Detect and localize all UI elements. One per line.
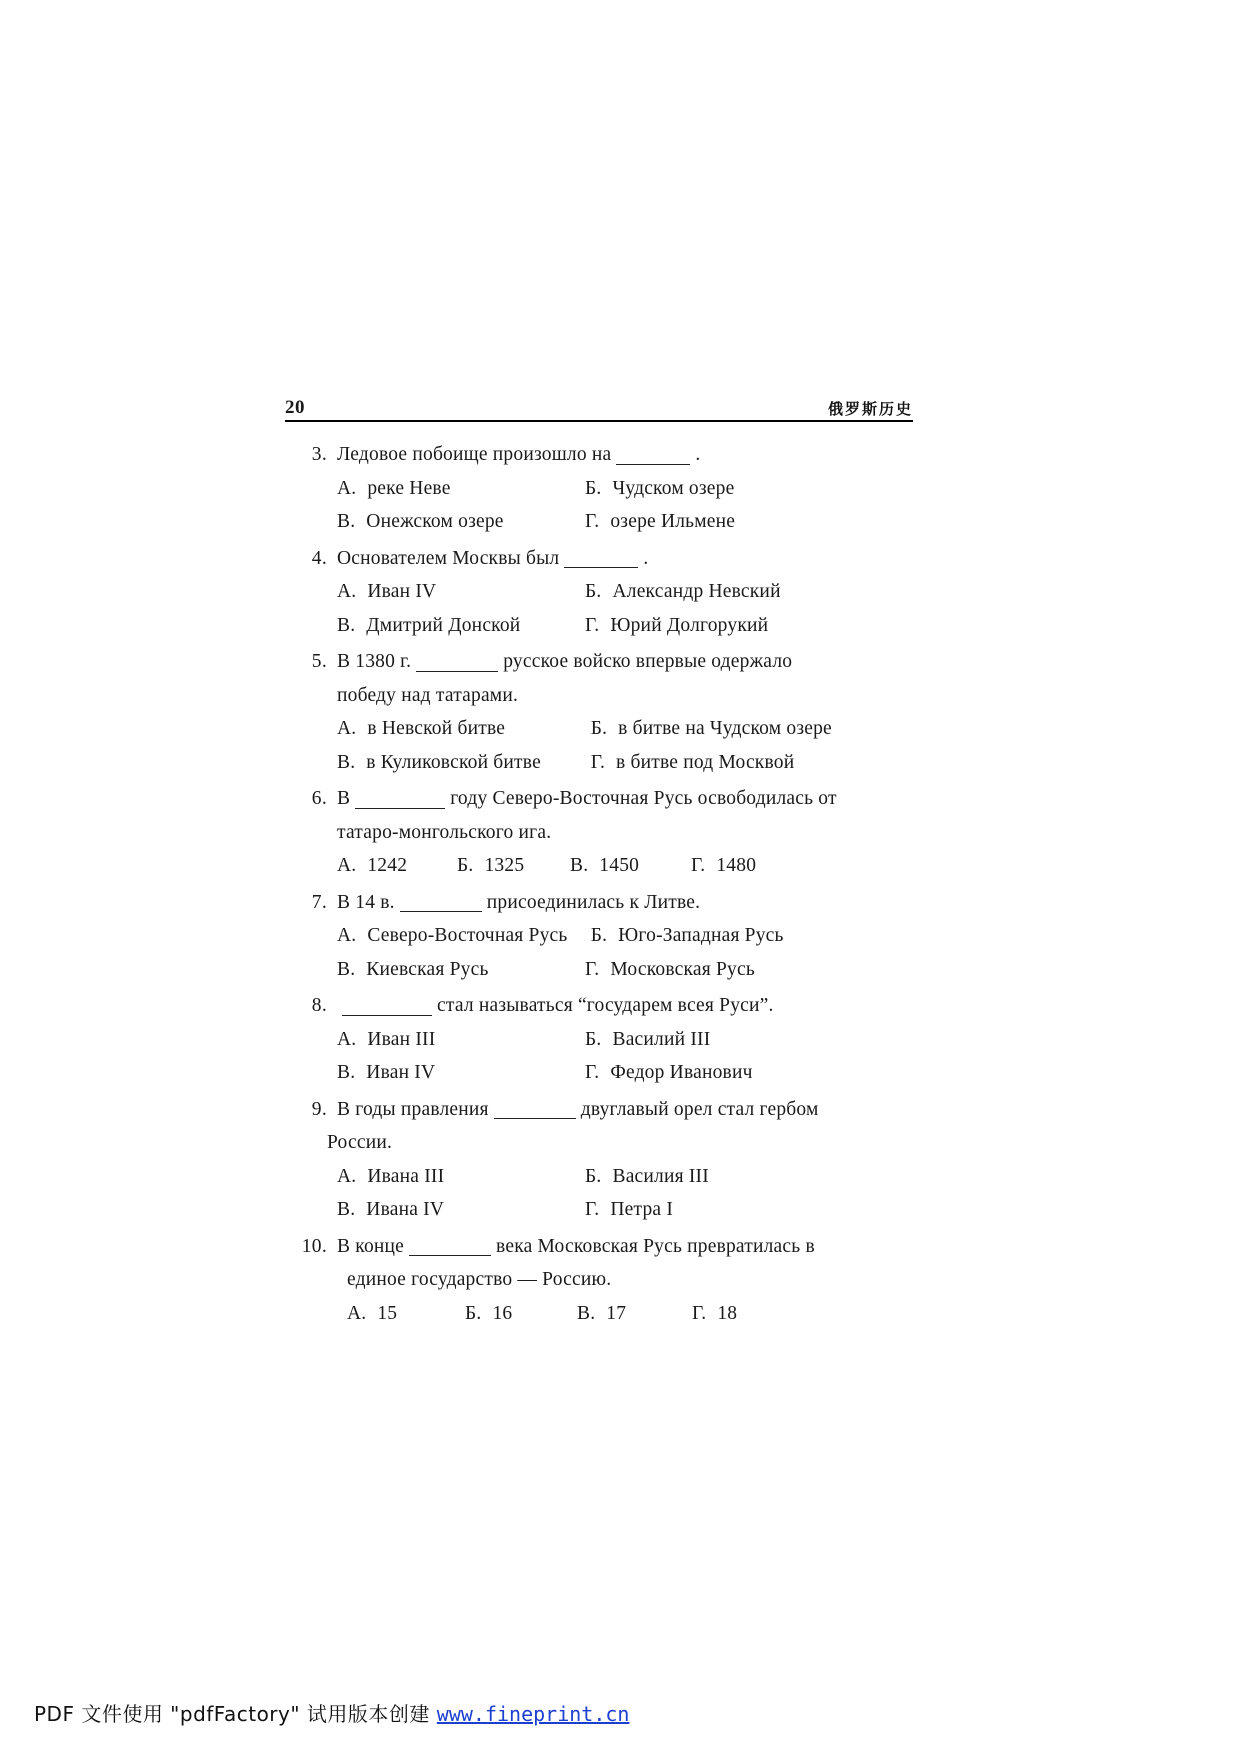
- option-label: Б.: [465, 1302, 482, 1324]
- option-label: Г.: [585, 1062, 600, 1084]
- question-text-after: века Московская Русь превратилась в: [496, 1235, 815, 1257]
- option-a[interactable]: [337, 582, 585, 602]
- option-text: реке Неве: [367, 477, 451, 499]
- option-d[interactable]: [585, 1200, 925, 1220]
- option-b[interactable]: [585, 479, 925, 499]
- option-label: В.: [337, 751, 356, 773]
- answer-blank[interactable]: [355, 789, 445, 809]
- question-continuation: России.: [327, 1132, 393, 1154]
- question-text-after: двуглавый орел стал гербом: [580, 1098, 819, 1120]
- question-text: [337, 996, 925, 1016]
- option-row: [337, 1030, 925, 1050]
- question-text-after: году Северо-Восточная Русь освободилась от: [450, 788, 837, 810]
- option-label: А.: [337, 477, 357, 499]
- question-item: [285, 1100, 925, 1220]
- option-text: Московская Русь: [610, 958, 755, 980]
- option-row: [337, 719, 925, 739]
- option-label: В.: [570, 855, 589, 877]
- option-a[interactable]: [337, 479, 585, 499]
- option-label: Г.: [585, 511, 600, 533]
- option-c[interactable]: [337, 1200, 585, 1220]
- question-item: [285, 789, 925, 876]
- option-b[interactable]: [465, 1304, 577, 1324]
- question-item: [285, 445, 925, 532]
- option-text: Северо-Восточная Русь: [367, 925, 568, 947]
- option-text: Василия III: [612, 1165, 709, 1187]
- option-c[interactable]: [337, 616, 585, 636]
- option-label: Г.: [585, 1199, 600, 1221]
- question-text-after: .: [695, 444, 701, 466]
- question-number: 5.: [311, 651, 327, 673]
- option-b[interactable]: [591, 719, 925, 739]
- question-item: [285, 549, 925, 636]
- option-label: В.: [337, 958, 356, 980]
- question-text-after: .: [643, 547, 649, 569]
- option-text: Киевская Русь: [366, 958, 489, 980]
- option-label: В.: [337, 1199, 356, 1221]
- question-list: [285, 428, 925, 1323]
- watermark-text: PDF 文件使用 "pdfFactory" 试用版本创建: [34, 1702, 430, 1726]
- question-text-after: русское войско впервые одержало: [503, 651, 793, 673]
- question-number: 4.: [311, 547, 327, 569]
- option-text: Юго-Западная Русь: [618, 925, 784, 947]
- option-text: в Невской битве: [367, 718, 506, 740]
- question-text-before: Основателем Москвы был: [337, 547, 560, 569]
- option-label: Б.: [585, 1028, 602, 1050]
- option-text: Иван IV: [366, 1062, 436, 1084]
- answer-blank[interactable]: [400, 893, 482, 913]
- option-label: В.: [337, 511, 356, 533]
- answer-blank[interactable]: [616, 445, 690, 465]
- option-text: 1450: [599, 855, 640, 877]
- option-text: Иван III: [367, 1028, 436, 1050]
- question-number: 6.: [311, 788, 327, 810]
- option-text: Дмитрий Донской: [366, 614, 521, 636]
- option-d[interactable]: [585, 616, 925, 636]
- option-text: Ивана IV: [366, 1199, 445, 1221]
- option-a[interactable]: [337, 719, 591, 739]
- option-text: 1325: [484, 855, 525, 877]
- option-text: Онежском озере: [366, 511, 504, 533]
- option-text: 16: [492, 1302, 513, 1324]
- option-text: Василий III: [612, 1028, 711, 1050]
- question-number: 10.: [301, 1235, 327, 1257]
- option-label: А.: [347, 1302, 367, 1324]
- question-number: 7.: [311, 891, 327, 913]
- question-text-after: присоединилась к Литве.: [486, 891, 701, 913]
- option-label: Г.: [585, 958, 600, 980]
- option-d[interactable]: [691, 856, 806, 876]
- option-label: В.: [577, 1302, 596, 1324]
- option-d[interactable]: [585, 960, 925, 980]
- option-d[interactable]: [591, 753, 925, 773]
- page-number: 20: [285, 397, 305, 418]
- option-a[interactable]: [347, 1304, 465, 1324]
- question-text-before: В конце: [337, 1235, 405, 1257]
- option-text: Иван IV: [367, 581, 437, 603]
- option-text: Чудском озере: [612, 477, 735, 499]
- option-text: в битве на Чудском озере: [618, 718, 832, 740]
- option-label: А.: [337, 718, 357, 740]
- option-label: Б.: [457, 855, 474, 877]
- question-text-after: стал называться “государем всея Руси”.: [437, 995, 774, 1017]
- option-c[interactable]: [570, 856, 691, 876]
- option-b[interactable]: [585, 1030, 925, 1050]
- option-row: [347, 1304, 925, 1324]
- question-item: [285, 1237, 925, 1324]
- question-continuation: татаро-монгольского ига.: [337, 821, 552, 843]
- question-text: [337, 893, 925, 913]
- question-continuation: единое государство — Россию.: [347, 1269, 612, 1291]
- question-text-before: В: [337, 788, 351, 810]
- option-text: Александр Невский: [612, 581, 781, 603]
- question-item: [285, 893, 925, 980]
- pdf-watermark-footer: [34, 1698, 1209, 1727]
- option-group: [337, 926, 925, 979]
- answer-blank[interactable]: [494, 1100, 576, 1120]
- question-text: [337, 1237, 925, 1257]
- option-text: Федор Иванович: [610, 1062, 753, 1084]
- question-text-before: Ледовое побоище произошло на: [337, 444, 612, 466]
- question-number: 9.: [311, 1098, 327, 1120]
- option-label: Г.: [691, 855, 706, 877]
- option-label: Г.: [692, 1302, 707, 1324]
- question-text: [337, 1100, 925, 1120]
- option-label: А.: [337, 925, 357, 947]
- option-text: 18: [717, 1302, 738, 1324]
- option-row: [337, 616, 925, 636]
- option-label: Г.: [590, 751, 606, 773]
- question-text: [337, 549, 925, 569]
- option-a[interactable]: [337, 1030, 585, 1050]
- option-c[interactable]: [337, 512, 585, 532]
- option-a[interactable]: [337, 856, 457, 876]
- option-label: А.: [337, 855, 357, 877]
- option-label: В.: [337, 1062, 356, 1084]
- option-text: озере Ильмене: [610, 511, 736, 533]
- option-row: [337, 582, 925, 602]
- option-label: А.: [337, 581, 357, 603]
- option-b[interactable]: [585, 1167, 925, 1187]
- option-label: В.: [337, 614, 356, 636]
- option-group: [337, 582, 925, 635]
- option-b[interactable]: [591, 926, 925, 946]
- option-d[interactable]: [585, 1063, 925, 1083]
- option-group: [337, 1030, 925, 1083]
- option-label: Б.: [585, 477, 602, 499]
- answer-blank[interactable]: [564, 549, 638, 569]
- option-d[interactable]: [585, 512, 925, 532]
- question-number: 8.: [311, 995, 327, 1017]
- question-text-before: В годы правления: [337, 1098, 489, 1120]
- option-label: Б.: [590, 925, 608, 947]
- option-label: А.: [337, 1028, 357, 1050]
- option-b[interactable]: [585, 582, 925, 602]
- question-number: 3.: [311, 444, 327, 466]
- question-item: [285, 996, 925, 1083]
- option-text: Юрий Долгорукий: [610, 614, 769, 636]
- option-b[interactable]: [457, 856, 570, 876]
- running-title: 俄罗斯历史: [827, 400, 913, 418]
- option-group: [337, 719, 925, 772]
- option-group: [337, 856, 925, 876]
- option-row: [337, 753, 925, 773]
- option-text: 1242: [367, 855, 408, 877]
- option-text: 15: [377, 1302, 398, 1324]
- option-row: [337, 1167, 925, 1187]
- option-row: [337, 512, 925, 532]
- option-group: [347, 1304, 925, 1324]
- option-d[interactable]: [692, 1304, 737, 1324]
- answer-blank[interactable]: [409, 1237, 491, 1257]
- option-text: Петра I: [610, 1199, 674, 1221]
- option-a[interactable]: [337, 926, 591, 946]
- option-row: [337, 1200, 925, 1220]
- option-c[interactable]: [337, 1063, 585, 1083]
- option-label: Г.: [585, 614, 600, 636]
- option-label: Б.: [585, 1165, 602, 1187]
- question-text-before: В 1380 г.: [337, 651, 412, 673]
- option-row: [337, 479, 925, 499]
- option-c[interactable]: [337, 753, 591, 773]
- option-group: [337, 479, 925, 532]
- question-item: [285, 652, 925, 772]
- option-row: [337, 926, 925, 946]
- option-label: А.: [337, 1165, 357, 1187]
- answer-blank[interactable]: [416, 652, 498, 672]
- option-row: [337, 856, 925, 876]
- option-text: в битве под Москвой: [616, 751, 795, 773]
- option-c[interactable]: [337, 960, 585, 980]
- option-label: Б.: [590, 718, 608, 740]
- option-group: [337, 1167, 925, 1220]
- option-text: в Куликовской битве: [366, 751, 541, 773]
- option-a[interactable]: [337, 1167, 585, 1187]
- question-continuation: победу над татарами.: [337, 684, 519, 706]
- question-text-before: В 14 в.: [337, 891, 395, 913]
- option-c[interactable]: [577, 1304, 692, 1324]
- option-text: 17: [606, 1302, 627, 1324]
- option-label: Б.: [585, 581, 602, 603]
- question-text: [337, 652, 925, 672]
- answer-blank[interactable]: [342, 996, 432, 1016]
- question-text: [337, 445, 925, 465]
- page-header: [285, 398, 913, 422]
- question-text: [337, 789, 925, 809]
- option-text: 1480: [716, 855, 757, 877]
- option-row: [337, 960, 925, 980]
- fineprint-link[interactable]: www.fineprint.cn: [436, 1702, 630, 1726]
- option-text: Ивана III: [367, 1165, 445, 1187]
- option-row: [337, 1063, 925, 1083]
